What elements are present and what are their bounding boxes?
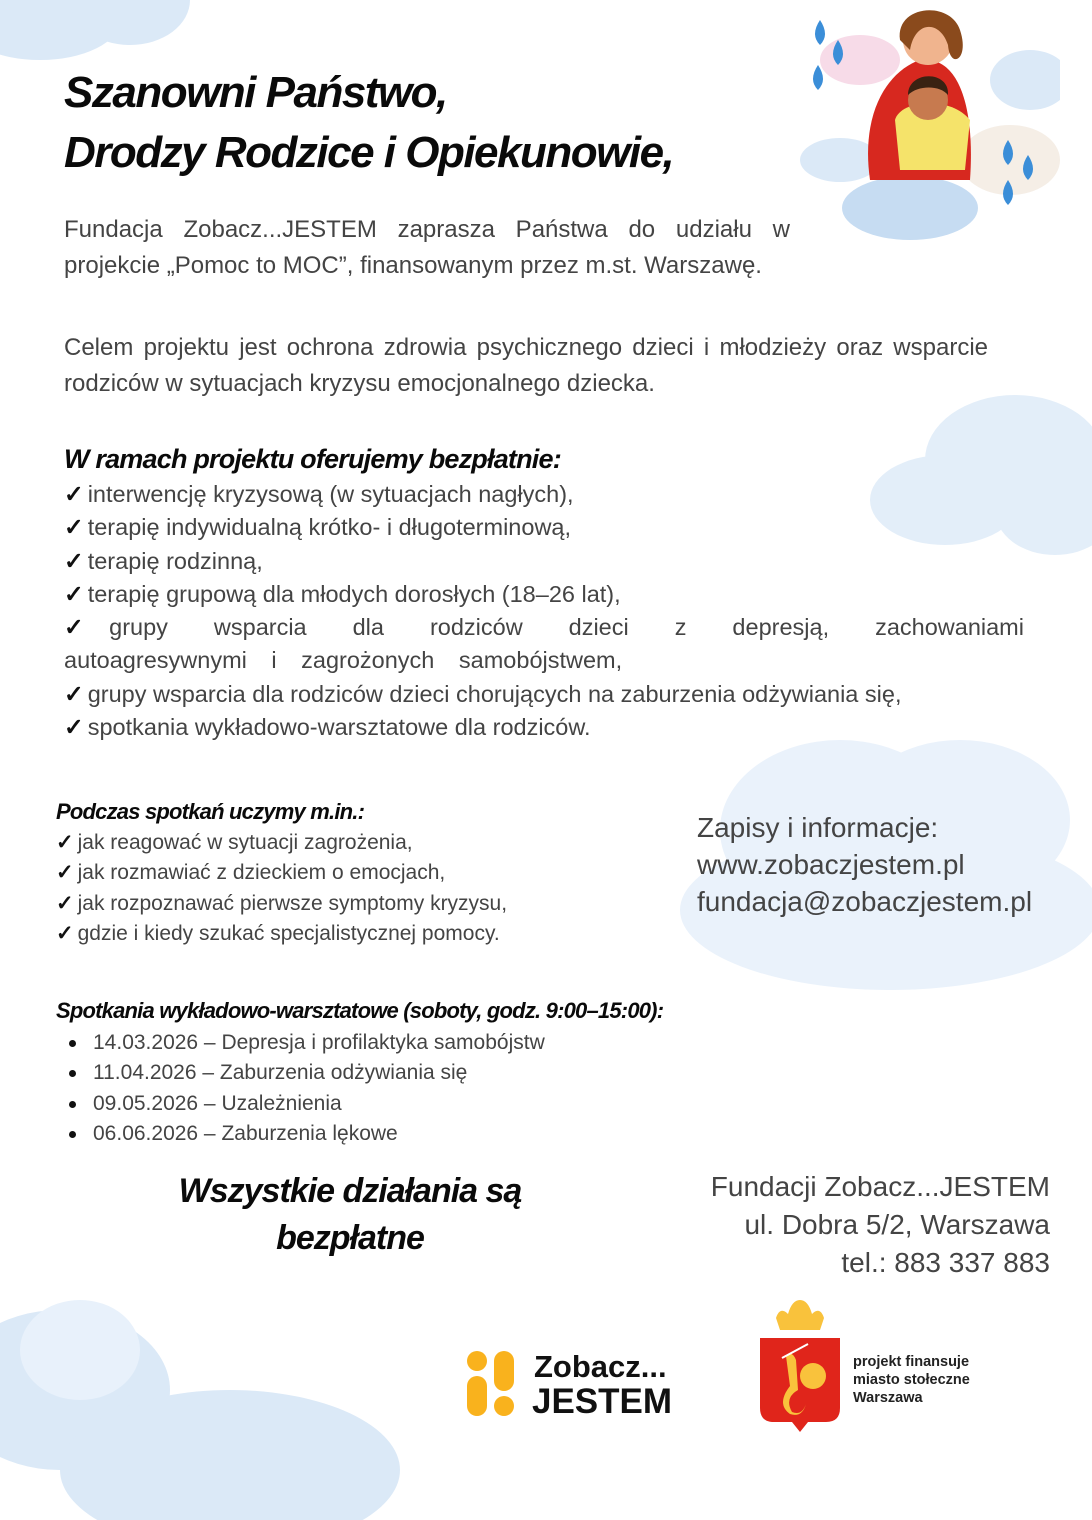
learn-heading: Podczas spotkań uczymy m.in.: [56,799,365,824]
workshops-list [64,1028,664,1149]
contact-label: Zapisy i informacje: [697,812,939,843]
check-icon: ✓ [64,514,84,541]
city-logo-line-2: miasto stołeczne [853,1372,970,1388]
address-block [600,1168,1050,1282]
list-item [56,919,616,949]
foundation-logo-mark-icon [466,1350,516,1418]
offer-text: grupy wsparcia dla rodziców dzieci z depresją, zachowaniami autoagresywnymi i zagrożonych samobójstwem, [64,614,1024,674]
check-icon: ✓ [56,921,74,945]
learn-text: jak rozpoznawać pierwsze symptomy kryzysu, [77,891,508,915]
offer-text: terapię grupową dla młodych dorosłych (18–26 lat), [87,580,621,607]
list-item [64,511,1024,544]
offer-text: grupy wsparcia dla rodziców dzieci chorujących na zaburzenia odżywiania się, [87,680,902,707]
address-name: Fundacji Zobacz...JESTEM [710,1171,1050,1202]
intro-paragraph: Fundacja Zobacz...JESTEM zaprasza Państwa do udziału w projekcie „Pomoc to MOC”, finansowanym przez m.st. Warszawę. [64,216,790,279]
list-item: 09.05.2026 – Uzależnienia [64,1089,664,1119]
check-icon: ✓ [64,580,84,607]
offer-heading: W ramach projektu oferujemy bezpłatnie: [64,444,561,474]
list-item: 14.03.2026 – Depresja i profilaktyka samobójstw [64,1028,664,1058]
learn-list [56,828,616,949]
list-item [56,889,616,919]
list-item [56,858,616,888]
list-item: 11.04.2026 – Zaburzenia odżywiania się [64,1058,664,1088]
check-icon: ✓ [64,547,84,574]
check-icon: ✓ [64,714,84,741]
list-item [64,711,1024,744]
offer-list [64,478,1024,744]
title-line-1: Szanowni Państwo, [64,68,447,117]
foundation-logo-line-2: JESTEM [532,1382,673,1421]
city-logo-line-3: Warszawa [853,1390,923,1406]
offer-text: terapię indywidualną krótko- i długoterminową, [87,514,572,541]
list-item [56,828,616,858]
learn-text: gdzie i kiedy szukać specjalistycznej pomocy. [77,921,500,945]
list-item [64,578,1024,611]
city-logo-line-1: projekt finansuje [853,1354,970,1370]
website-link[interactable]: www.zobaczjestem.pl [697,849,965,880]
warsaw-coat-of-arms-icon [758,1296,842,1436]
workshops-heading: Spotkania wykładowo-warsztatowe (soboty, godz. 9:00–15:00): [56,998,664,1023]
list-item [64,678,1024,711]
cloud-bottom-left [0,1280,440,1520]
free-line-1: Wszystkie działania są [178,1172,522,1210]
goal-paragraph: Celem projektu jest ochrona zdrowia psychicznego dzieci i młodzieży oraz wsparcie rodziców w sytuacjach kryzysu emocjonalnego dziecka. [64,334,988,397]
check-icon: ✓ [56,861,74,885]
address-street: ul. Dobra 5/2, Warszawa [744,1209,1050,1240]
check-icon: ✓ [56,831,74,854]
list-item [64,545,1024,578]
foundation-logo [466,1350,706,1420]
foundation-logo-line-1: Zobacz... [534,1349,667,1384]
mother-child-illustration [800,0,1060,250]
contact-block [697,809,1032,920]
check-icon: ✓ [64,481,84,507]
list-item: 06.06.2026 – Zaburzenia lękowe [64,1119,664,1149]
learn-text: jak rozmawiać z dzieckiem o emocjach, [77,861,446,885]
free-notice [100,1168,600,1262]
list-item [64,611,1024,678]
cloud-top-left [0,0,210,70]
list-item [64,478,1024,511]
offer-text: spotkania wykładowo-warsztatowe dla rodziców. [87,714,591,741]
email-link[interactable]: fundacja@zobaczjestem.pl [697,886,1033,917]
title-line-2: Drodzy Rodzice i Opiekunowie, [64,128,674,177]
free-line-2: bezpłatne [276,1219,424,1257]
check-icon: ✓ [64,680,84,707]
address-phone: tel.: 883 337 883 [841,1247,1050,1278]
learn-text: jak reagować w sytuacji zagrożenia, [77,831,413,854]
check-icon: ✓ [64,614,106,641]
offer-text: terapię rodzinną, [87,547,263,574]
check-icon: ✓ [56,891,74,915]
offer-text: interwencję kryzysową (w sytuacjach nagłych), [87,481,574,507]
city-logo-text [853,1353,970,1407]
